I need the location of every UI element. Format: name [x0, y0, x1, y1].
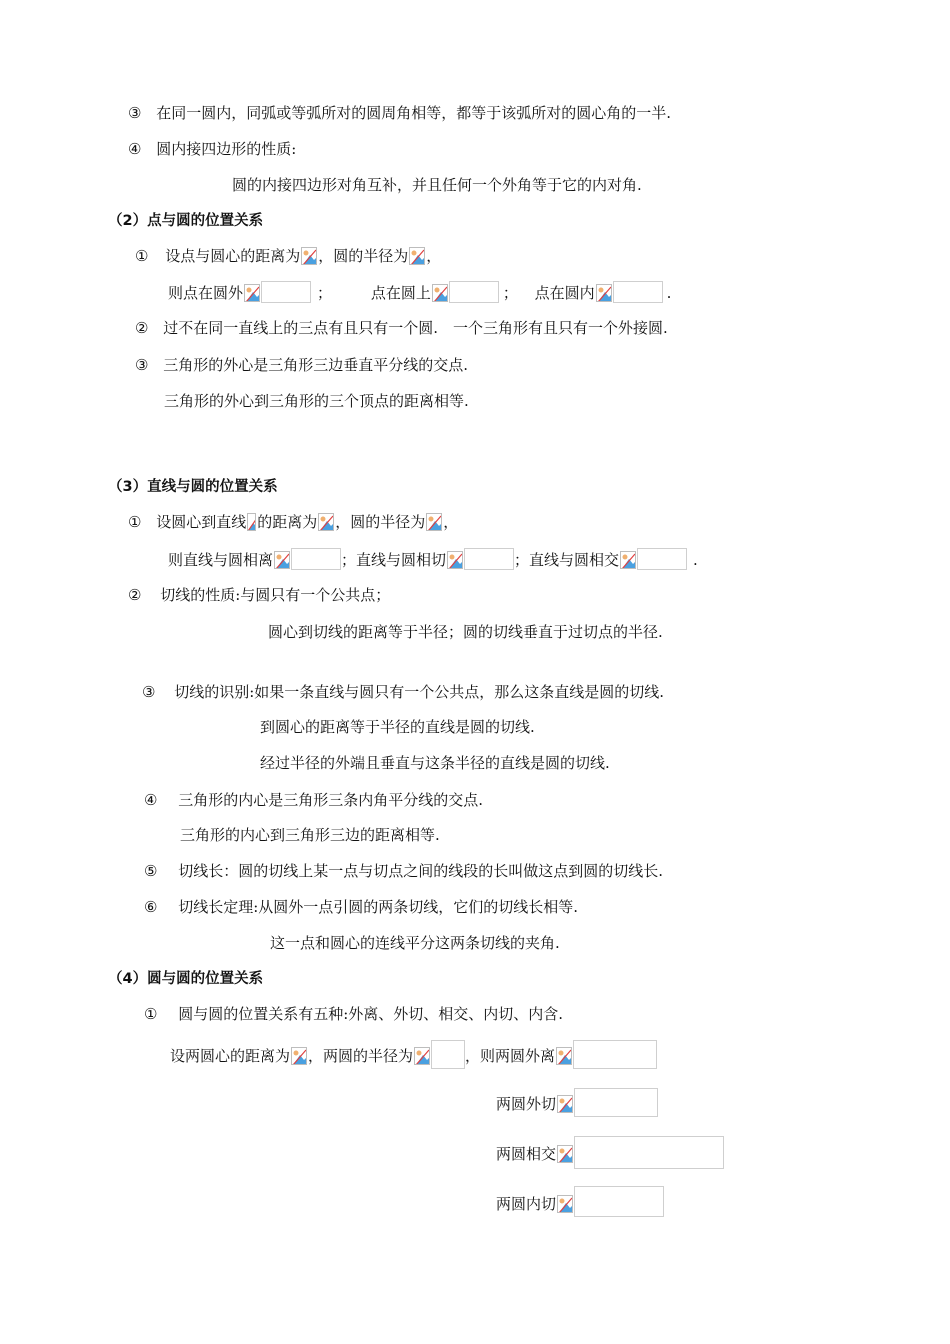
formula-image-icon	[244, 284, 260, 302]
item-text: 切线长：圆的切线上某一点与切点之间的线段的长叫做这点到圆的切线长.	[178, 862, 664, 880]
formula-box	[431, 1040, 465, 1069]
separator: ；	[502, 284, 518, 302]
case-line	[170, 1040, 657, 1070]
section-heading: （3）直线与圆的位置关系	[108, 479, 278, 495]
formula-box	[261, 281, 311, 303]
case-label: 点在圆上	[370, 284, 431, 302]
item-text: 切线长定理:从圆外一点引圆的两条切线，它们的切线长相等.	[178, 898, 579, 916]
formula-box	[637, 548, 687, 570]
formula-image-icon	[414, 1047, 430, 1065]
formula-image-icon	[620, 551, 636, 569]
end-mark: .	[666, 284, 672, 302]
case-label: 两圆外切	[496, 1095, 557, 1113]
item-text: 切线的性质:与圆只有一个公共点；	[160, 586, 391, 604]
case-label: 点在圆内	[534, 284, 595, 302]
item-detail: 三角形的外心到三角形的三个顶点的距离相等.	[164, 392, 469, 410]
item-text: 过不在同一直线上的三点有且只有一个圆. 一个三角形有且只有一个外接圆.	[163, 319, 668, 337]
item-marker: ④	[144, 791, 158, 809]
item-text: ，	[426, 247, 442, 265]
item-marker: ③	[128, 104, 142, 122]
list-item	[128, 584, 390, 606]
formula-box	[449, 281, 499, 303]
item-marker: ③	[142, 683, 156, 701]
case-label: ，两圆的半径为	[308, 1047, 414, 1065]
case-label: ；直线与圆相切	[341, 551, 447, 569]
formula-image-icon	[426, 513, 442, 531]
list-item	[142, 681, 664, 703]
item-text: 圆与圆的位置关系有五种:外离、外切、相交、内切、内含.	[178, 1005, 564, 1023]
section-heading: （4）圆与圆的位置关系	[108, 971, 264, 987]
list-item	[144, 1003, 563, 1025]
list-item	[128, 138, 296, 160]
item-text: 的距离为	[257, 513, 318, 531]
item-marker: ④	[128, 140, 142, 158]
formula-box	[574, 1186, 664, 1217]
list-item	[144, 896, 578, 918]
item-marker: ③	[135, 356, 149, 374]
formula-image-icon	[409, 247, 425, 265]
formula-image-icon	[596, 284, 612, 302]
item-text: ，圆的半径为	[335, 513, 426, 531]
formula-image-icon	[247, 513, 256, 531]
item-marker: ②	[128, 586, 142, 604]
formula-box	[291, 548, 341, 570]
formula-image-icon	[432, 284, 448, 302]
item-marker: ⑤	[144, 862, 158, 880]
formula-box	[573, 1040, 657, 1069]
case-line	[496, 1136, 724, 1169]
formula-image-icon	[557, 1145, 573, 1163]
list-item	[135, 245, 441, 267]
item-text: 在同一圆内，同弧或等弧所对的圆周角相等，都等于该弧所对的圆心角的一半.	[156, 104, 672, 122]
item-text: 设点与圆心的距离为	[165, 247, 301, 265]
item-text: 切线的识别:如果一条直线与圆只有一个公共点，那么这条直线是圆的切线.	[174, 683, 665, 701]
case-line	[496, 1088, 658, 1118]
case-label: 则点在圆外	[168, 284, 244, 302]
case-label: 两圆相交	[496, 1145, 557, 1163]
formula-image-icon	[318, 513, 334, 531]
formula-image-icon	[291, 1047, 307, 1065]
formula-image-icon	[274, 551, 290, 569]
item-marker: ①	[128, 513, 142, 531]
item-detail: 到圆心的距离等于半径的直线是圆的切线.	[260, 718, 535, 736]
item-detail: 三角形的内心到三角形三边的距离相等.	[180, 826, 440, 844]
item-text: ，圆的半径为	[318, 247, 409, 265]
case-label: ，则两圆外离	[465, 1047, 556, 1065]
list-item	[144, 860, 663, 882]
case-line	[168, 281, 671, 303]
formula-image-icon	[301, 247, 317, 265]
list-item	[144, 789, 483, 811]
item-detail: 这一点和圆心的连线平分这两条切线的夹角.	[270, 934, 560, 952]
item-text: 设圆心到直线	[156, 513, 247, 531]
formula-image-icon	[557, 1195, 573, 1213]
item-marker: ⑥	[144, 898, 158, 916]
formula-box	[464, 548, 514, 570]
formula-box	[574, 1088, 658, 1117]
item-text: 三角形的内心是三角形三条内角平分线的交点.	[178, 791, 484, 809]
list-item	[135, 317, 668, 339]
separator: ；	[317, 284, 333, 302]
case-label: ；直线与圆相交	[514, 551, 620, 569]
formula-image-icon	[557, 1095, 573, 1113]
case-label: 两圆内切	[496, 1195, 557, 1213]
case-label: 则直线与圆相离	[168, 551, 274, 569]
item-text: 圆内接四边形的性质:	[156, 140, 297, 158]
item-detail: 经过半径的外端且垂直与这条半径的直线是圆的切线.	[260, 754, 610, 772]
end-mark: .	[693, 551, 698, 569]
formula-image-icon	[556, 1047, 572, 1065]
item-marker: ①	[135, 247, 149, 265]
section-heading: （2）点与圆的位置关系	[108, 213, 264, 229]
item-marker: ②	[135, 319, 149, 337]
list-item	[128, 102, 671, 124]
item-detail: 圆心到切线的距离等于半径；圆的切线垂直于过切点的半径.	[268, 623, 663, 641]
item-detail: 圆的内接四边形对角互补，并且任何一个外角等于它的内对角.	[232, 176, 642, 194]
formula-box	[574, 1136, 724, 1169]
list-item	[128, 511, 458, 533]
case-label: 设两圆心的距离为	[170, 1047, 291, 1065]
item-marker: ①	[144, 1005, 158, 1023]
formula-box	[613, 281, 663, 303]
item-text: 三角形的外心是三角形三边垂直平分线的交点.	[163, 356, 469, 374]
list-item	[135, 354, 468, 376]
item-text: ，	[443, 513, 459, 531]
case-line	[496, 1186, 664, 1216]
case-line	[168, 548, 698, 570]
formula-image-icon	[447, 551, 463, 569]
